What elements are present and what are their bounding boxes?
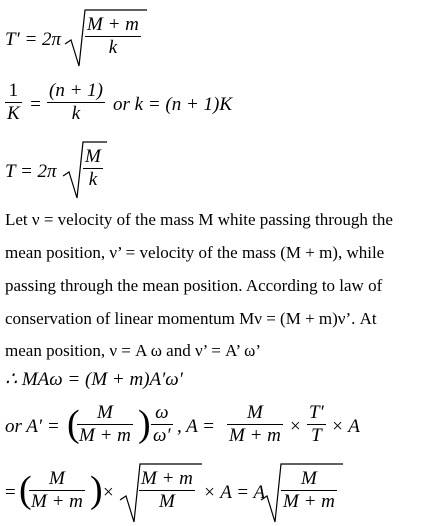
eq5-f1-numerator: M xyxy=(97,402,113,423)
eq2-rhs-denominator: k xyxy=(71,103,81,124)
eq6-fraction-2 xyxy=(139,468,195,513)
eq2-lhs-numerator: 1 xyxy=(8,80,19,101)
eq3-lhs: T = 2π xyxy=(5,161,57,182)
eq6-lead: = xyxy=(5,482,16,503)
eq5-fraction-3 xyxy=(227,402,283,447)
eq2-tail: or k = (n + 1)K xyxy=(113,94,233,115)
eq6-f2-numerator: M + m xyxy=(141,468,193,489)
eq5-fraction-1 xyxy=(77,402,133,447)
eq5-f4-denominator: T xyxy=(311,425,322,446)
eq5-f2-denominator: ω′ xyxy=(153,425,171,446)
eq3-denominator: k xyxy=(88,169,98,190)
eq5-lead: or A′ = xyxy=(5,416,60,437)
eq5-f4-numerator: T′ xyxy=(309,402,324,423)
equation-momentum: ∴ MAω = (M + m)A′ω′ xyxy=(5,369,183,390)
paragraph-line-5: mean position, ν = A ω and ν’ = A’ ω’ xyxy=(5,341,262,360)
paragraph-line-3: passing through the mean position. According to law of xyxy=(5,276,383,295)
eq1-fraction xyxy=(85,14,141,59)
eq5-f3-numerator: M xyxy=(247,402,263,423)
eq5-f3-denominator: M + m xyxy=(229,425,281,446)
eq5-times-1: × xyxy=(290,416,301,437)
paragraph-line-4: conservation of linear momentum Mν = (M + m)ν’. At xyxy=(5,309,377,328)
eq5-fraction-2 xyxy=(151,402,173,447)
eq1-denominator: k xyxy=(108,37,118,58)
eq6-times-1: × xyxy=(103,482,114,503)
paragraph-line-1: Let ν = velocity of the mass M white passing through the xyxy=(5,210,393,229)
close-paren: ) xyxy=(90,469,103,511)
eq5-mid: , A = xyxy=(177,416,215,437)
eq5-f1-denominator: M + m xyxy=(79,425,131,446)
eq6-fraction-1 xyxy=(29,468,85,513)
eq6-f3-numerator: M xyxy=(301,468,317,489)
open-paren: ( xyxy=(19,469,32,511)
eq3-numerator: M xyxy=(85,146,101,167)
eq5-times-2: × A xyxy=(331,416,360,437)
eq3-fraction xyxy=(83,146,103,191)
eq6-times-2: × A = A xyxy=(203,482,266,503)
eq5-fraction-4 xyxy=(307,402,326,447)
eq2-rhs-fraction xyxy=(47,80,105,125)
eq2-rhs-numerator: (n + 1) xyxy=(49,80,103,101)
close-paren: ) xyxy=(138,403,151,445)
eq2-equals: = xyxy=(29,94,42,115)
open-paren: ( xyxy=(67,403,80,445)
eq5-f2-numerator: ω xyxy=(155,402,169,423)
eq2-lhs-denominator: K xyxy=(7,103,20,124)
eq6-f1-numerator: M xyxy=(49,468,65,489)
eq2-lhs-fraction xyxy=(5,80,22,125)
eq6-f2-denominator: M xyxy=(159,491,175,512)
eq6-fraction-3 xyxy=(281,468,337,513)
eq1-lhs: T′ = 2π xyxy=(5,29,62,50)
eq6-f1-denominator: M + m xyxy=(31,491,83,512)
eq1-numerator: M + m xyxy=(87,14,139,35)
eq6-f3-denominator: M + m xyxy=(283,491,335,512)
paragraph-line-2: mean position, ν’ = velocity of the mass (M + m), while xyxy=(5,243,385,262)
